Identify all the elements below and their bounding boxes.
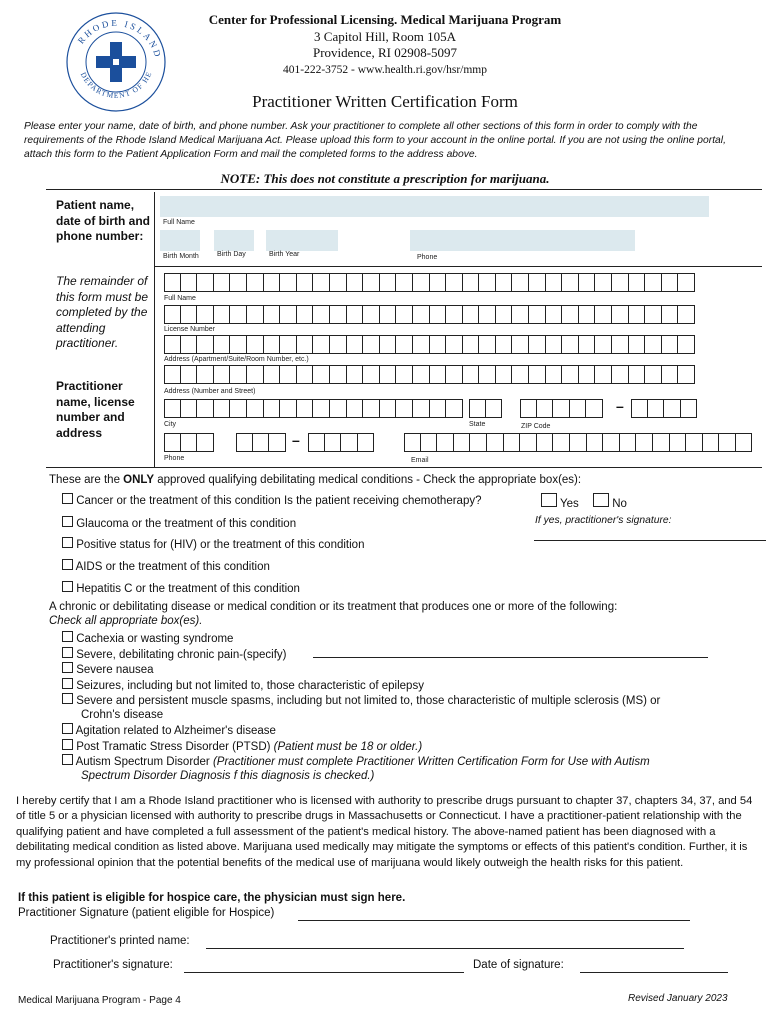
hospice-heading: If this patient is eligible for hospice care, the physician must sign here. [18, 892, 406, 904]
signature-label: Practitioner's signature: [53, 959, 173, 971]
address-apt-boxes[interactable] [164, 335, 695, 354]
hospice-label: Practitioner Signature (patient eligible for Hospice) [18, 907, 275, 919]
sub-pain: Severe, debilitating chronic pain-(specify) [62, 647, 287, 662]
zip-caption: ZIP Code [521, 423, 551, 430]
seal-bottom-text: DEPARTMENT OF HE [78, 69, 154, 100]
footer-page: Medical Marijuana Program - Page 4 [18, 995, 181, 1006]
cancer-checkbox[interactable] [62, 493, 73, 504]
glaucoma-checkbox[interactable] [62, 516, 73, 527]
printed-name-line[interactable] [206, 948, 684, 949]
agitation-checkbox[interactable] [62, 723, 73, 734]
practitioner-name-boxes[interactable] [164, 273, 695, 292]
address-street-caption: Address (Number and Street) [164, 388, 256, 395]
date-label: Date of signature: [473, 959, 564, 971]
printed-name-label: Practitioner's printed name: [50, 935, 190, 947]
section-divider [154, 192, 155, 468]
patient-phone-field[interactable] [410, 230, 635, 251]
hepc-checkbox[interactable] [62, 581, 73, 592]
remainder-note: The remainder of this form must be completed by the attending practitioner. [56, 274, 149, 350]
birth-day-caption: Birth Day [217, 251, 246, 258]
form-title: Practitioner Written Certification Form [252, 92, 518, 111]
condition-aids: AIDS or the treatment of this condition [62, 559, 270, 574]
chemo-yes-checkbox[interactable] [541, 493, 557, 507]
condition-hiv: Positive status for (HIV) or the treatment of this condition [62, 537, 364, 552]
patient-name-caption: Full Name [163, 219, 195, 226]
email-caption: Email [411, 457, 429, 464]
note-text: NOTE: This does not constitute a prescription for marijuana. [220, 171, 550, 186]
seal-logo [64, 10, 168, 114]
license-caption: License Number [164, 326, 215, 333]
zip-ext-boxes[interactable] [631, 399, 697, 418]
license-boxes[interactable] [164, 305, 695, 324]
birth-month-field[interactable] [160, 230, 200, 251]
phone-dash: – [292, 432, 300, 448]
patient-name-field[interactable] [160, 196, 709, 217]
ptsd-checkbox[interactable] [62, 739, 73, 750]
pain-specify-line[interactable] [313, 657, 708, 658]
city-caption: City [164, 421, 177, 428]
birth-year-caption: Birth Year [269, 251, 300, 258]
sub-spasms: Severe and persistent muscle spasms, including but not limited to, those characteristic of multiple sclerosis (MS) or [62, 693, 660, 708]
date-line[interactable] [580, 972, 728, 973]
certification-text: I hereby certify that I am a Rhode Island practitioner who is licensed with authority to prescribe drugs pursuant to chapter 37, chapters 34, 37, and 54 of title 5 or a physician licensed with authority to prescribe drugs in Massachusetts or Connecticut. I have a practitioner-patient relationship with the qualifying patient and have completed a full assessment of the patient's medical history. The above-named patient has been diagnosed with a debilitating medical condition as listed above. Marijuana used medically may mitigate the symptoms or effects of this patient's condition. Further, it is my professional opinion that the potential benefits of the medical use of marijuana would likely outweigh the health risks for this patient. [16, 795, 753, 869]
intro-text: Please enter your name, date of birth, and phone number. Ask your practitioner to complete all other sections of this form in order to comply with the requirements of the Rhode Island Medical Marijuana Act. Please upload this form to your account in the online portal. If you are not using the online portal, attach this form to the Patient Application Form and mail the completed forms to the address above. [24, 121, 726, 160]
seal-top-text: RHODE ISLAND [75, 17, 164, 60]
condition-cancer: Cancer or the treatment of this condition Is the patient receiving chemotherapy? [62, 493, 481, 508]
address-street-boxes[interactable] [164, 365, 695, 384]
divider [46, 467, 762, 468]
autism-checkbox[interactable] [62, 754, 73, 765]
patient-label: Patient name, date of birth and phone number: [56, 198, 150, 243]
header-block [170, 12, 600, 78]
condition-hepc: Hepatitis C or the treatment of this condition [62, 581, 300, 596]
phone-line-boxes[interactable] [308, 433, 374, 452]
address-line-1: 3 Capitol Hill, Room 105A [314, 28, 456, 44]
phone-area-boxes[interactable] [164, 433, 214, 452]
hospice-signature-line[interactable] [298, 920, 690, 921]
sub-seizures: Seizures, including but not limited to, those characteristic of epilepsy [62, 678, 424, 693]
practitioner-label: Practitioner name, license number and address [56, 379, 135, 440]
divider [154, 266, 762, 267]
address-apt-caption: Address (Apartment/Suite/Room Number, etc.) [164, 356, 309, 363]
zip-dash: – [616, 398, 624, 414]
birth-year-field[interactable] [266, 230, 338, 251]
contact-line: 401-222-3752 - www.health.ri.gov/hsr/mmp [283, 63, 487, 76]
zip-boxes[interactable] [520, 399, 603, 418]
conditions-heading: These are the ONLY approved qualifying debilitating medical conditions - Check the appropriate box(es): [49, 474, 582, 486]
aids-checkbox[interactable] [62, 559, 73, 570]
phone-caption: Phone [164, 455, 185, 462]
sub-cachexia: Cachexia or wasting syndrome [62, 631, 233, 646]
chronic-heading: A chronic or debilitating disease or medical condition or its treatment that produces one or more of the following: [49, 601, 618, 613]
email-boxes[interactable] [404, 433, 752, 452]
pain-checkbox[interactable] [62, 647, 73, 658]
condition-glaucoma: Glaucoma or the treatment of this condition [62, 516, 296, 531]
sub-spasms-cont: Crohn's disease [81, 709, 164, 721]
sub-agitation: Agitation related to Alzheimer's disease [62, 723, 276, 738]
sub-autism-cont: Spectrum Disorder Diagnosis f this diagnosis is checked.) [81, 770, 375, 782]
sub-ptsd: Post Tramatic Stress Disorder (PTSD) (Patient must be 18 or older.) [62, 739, 422, 754]
birth-month-caption: Birth Month [163, 253, 199, 260]
city-boxes[interactable] [164, 399, 463, 418]
signature-line[interactable] [184, 972, 464, 973]
nausea-checkbox[interactable] [62, 662, 73, 673]
check-all-note: Check all appropriate box(es). [49, 615, 203, 627]
spasms-checkbox[interactable] [62, 693, 73, 704]
chemo-no-checkbox[interactable] [593, 493, 609, 507]
footer-revised: Revised January 2023 [628, 993, 728, 1004]
address-line-2: Providence, RI 02908-5097 [312, 45, 458, 60]
chemo-no: No [593, 493, 627, 511]
cachexia-checkbox[interactable] [62, 631, 73, 642]
practitioner-name-caption: Full Name [164, 295, 196, 302]
if-yes-label: If yes, practitioner's signature: [535, 515, 672, 526]
org-name: Center for Professional Licensing. Medical Marijuana Program [208, 12, 562, 27]
chemo-signature-line[interactable] [534, 540, 766, 541]
seizures-checkbox[interactable] [62, 678, 73, 689]
divider [46, 189, 762, 190]
sub-nausea: Severe nausea [62, 662, 154, 677]
state-caption: State [469, 421, 486, 428]
state-boxes[interactable] [469, 399, 502, 418]
phone-prefix-boxes[interactable] [236, 433, 286, 452]
birth-day-field[interactable] [214, 230, 254, 251]
sub-autism: Autism Spectrum Disorder (Practitioner must complete Practitioner Written Certification Form for Use with Autism [62, 754, 650, 769]
patient-phone-caption: Phone [417, 254, 438, 261]
chemo-yes: Yes [541, 493, 579, 511]
hiv-checkbox[interactable] [62, 537, 73, 548]
